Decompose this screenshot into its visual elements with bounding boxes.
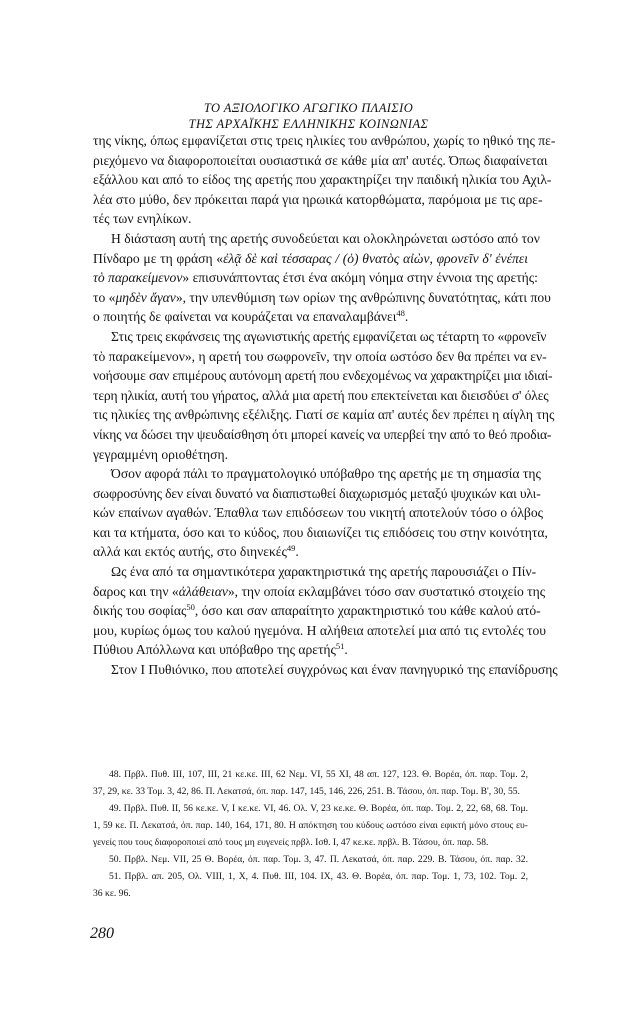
footnote-ref-48[interactable]: 48 [396, 308, 405, 319]
text-line: Ως ένα από τα σημαντικότερα χαρακτηριστικά της αρετής παρουσιάζει ο Πίν- [111, 564, 537, 580]
footnote-ref-50[interactable]: 50 [186, 602, 195, 613]
text-line: νοήσουμε σαν επιμέρους αυτόνομη αρετή που ενδεχομένως να χαρακτηρίζει μια ιδιαί- [93, 368, 553, 384]
text-line: το «μηδὲν ἄγαν», την υπενθύμιση των ορίων της ανθρώπινης δυνατότητας, κάτι που [93, 289, 551, 305]
text-line: και τα κτήματα, όσο και το κύδος, που διαιωνίζει τις επιδόσεις του στην κοινότητα, [93, 524, 548, 540]
greek-quote: τὸ παρακείμενον [93, 270, 183, 286]
text-line: Πύθιου Απόλλωνα και υπόβαθρο της αρετής$^{51}$. [93, 641, 348, 658]
page-number: 280 [90, 925, 114, 942]
text-line: τὸ παρακείμενον», η αρετή του σωφρονεῖν, την οποία ωστόσο δεν θα πρέπει να εν- [93, 348, 547, 364]
text-line: γεγραμμένη οριοθέτηση. [93, 446, 228, 462]
text-line: κών επαίνων αγαθών. Έπαθλα των επιδόσεων του νικητή αποτελούν τόσο ο όλβος [93, 505, 544, 521]
text-line: ριεχόμενο να διαφοροποιείται ουσιαστικά σε κάθε μία απ' αυτές. Όπως διαφαίνεται [93, 152, 548, 168]
greek-quote: ἀλάθειαν [178, 583, 228, 599]
text-line: δικής του σοφίας$^{50}$, όσο και σαν απαραίτητο χαρακτηριστικό του κάθε καλού ατό- [93, 602, 541, 619]
text-line: λέα στο μύθο, δεν πρόκειται παρά για ηρωικά κατορθώματα, παρόμοια με τις αρε- [93, 191, 543, 207]
header-line-2: ΤΗΣ ΑΡΧΑΪΚΗΣ ΕΛΛΗΝΙΚΗΣ ΚΟΙΝΩΝΙΑΣ [188, 117, 429, 131]
footnote-49: 49. Πρβλ. Πυθ. ΙΙ, 56 κε.κε. V, Ι κε.κε. VI, 46. Ολ. V, 23 κε.κε. Θ. Βορέα, όπ. παρ. Τομ. 2, 22, 68, 68. Τομ. [109, 803, 528, 814]
text-line: εξάλλου και από το είδος της αρετής που χαρακτηρίζει την παιδική ηλικία του Αχιλ- [93, 172, 552, 188]
footnote-51-cont: 36 κε. 96. [93, 888, 131, 899]
greek-quote: ἐλᾷ δὲ καὶ τέσσαρας / (ὁ) θνατὸς αἰὼν, φρονεῖν δ' ἐνέπει [223, 250, 528, 266]
footnote-49-cont: γενείς που τους διαφοροποιεί από τους μη ευγενείς πρβλ. Ισθ. Ι, 47 κε.κε. πρβλ. Β. Τάσου, όπ. παρ. 58. [93, 837, 489, 848]
text-line: τές των ενηλίκων. [93, 211, 192, 227]
footnote-ref-51[interactable]: 51 [335, 641, 345, 652]
footnote-49-cont: 1, 59 κε. Π. Λεκατσά, όπ. παρ. 140, 164, 171, 80. Η απόκτηση του κύδους ωστόσο είναι εφικτή μόνο στους ευ- [93, 820, 528, 831]
text-line: μου, κυρίως όμως του καλού ηγεμόνα. Η αλήθεια αποτελεί μια από τις εντολές του [93, 622, 547, 638]
greek-quote: μηδὲν ἄγαν [115, 289, 176, 305]
text-line: σωφροσύνης δεν είναι δυνατό να διαπιστωθεί διαχωρισμός μεταξύ ψυχικών και υλι- [93, 485, 541, 501]
text-line: τὸ παρακείμενον» επισυνάπτοντας έτσι ένα ακόμη νόημα στην έννοια της αρετής: [93, 270, 538, 286]
footnotes [93, 766, 528, 902]
text-line: τις ηλικίες της ανθρώπινης εξέλιξης. Γιατί σε καμία απ' αυτές δεν πρέπει η αίγλη της [93, 407, 555, 423]
text-line: Η διάσταση αυτή της αρετής συνοδεύεται και ολοκληρώνεται ωστόσο από τον [111, 230, 540, 246]
text-line: της νίκης, όπως εμφανίζεται στις τρεις ηλικίες του ανθρώπου, χωρίς το ηθικό της πε- [93, 133, 556, 148]
text-line: Στις τρεις εκφάνσεις της αγωνιστικής αρετής εμφανίζεται ως τέταρτη το «φρονεῖν [111, 328, 547, 344]
footnote-ref-49[interactable]: 49 [286, 543, 296, 554]
text-line: Όσον αφορά πάλι το πραγματολογικό υπόβαθρο της αρετής με τη σημασία της [111, 466, 541, 482]
text-line: Πίνδαρο με τη φράση «ἐλᾷ δὲ καὶ τέσσαρας / (ὁ) θνατὸς αἰὼν, φρονεῖν δ' ἐνέπει [93, 250, 528, 266]
footnote-48-cont: 37, 29, κε. 33 Τομ. 3, 42, 86. Π. Λεκατσά, όπ. παρ. 147, 145, 146, 226, 251. Β. Τάσου, όπ. παρ. Τομ. Β', 30, 55. [93, 786, 520, 797]
footnote-50: 50. Πρβλ. Νεμ. VII, 25 Θ. Βορέα, όπ. παρ. Τομ. 3, 47. Π. Λεκατσά, όπ. παρ. 229. Β. Τάσου, όπ. παρ. 32. [109, 854, 528, 865]
text-line: δαρος και την «ἀλάθειαν», την οποία εκλαμβάνει τόσο σαν συστατικό στοιχείο της [93, 583, 546, 599]
footnote-48: 48. Πρβλ. Πυθ. ΙΙΙ, 107, ΙΙΙ, 21 κε.κε. ΙΙΙ, 62 Νεμ. VI, 55 ΧΙ, 48 απ. 127, 123. Θ. Βορέα, όπ. παρ. Τομ. 2, [109, 769, 528, 780]
text-line: ο ποιητής δε φαίνεται να κουράζεται να επαναλαμβάνει$^{48}$. [93, 308, 409, 325]
body-text [93, 131, 558, 680]
footnote-51: 51. Πρβλ. απ. 205, Ολ. VIII, 1, Χ, 4. Πυθ. ΙΙΙ, 104. ΙΧ, 43. Θ. Βορέα, όπ. παρ. Τομ. 1, 73, 102. Τομ. 2, [109, 871, 528, 882]
text-line: Στον Ι Πυθιόνικο, που αποτελεί συγχρόνως και έναν πανηγυρικό της επανίδρυσης [111, 662, 558, 678]
header-line-1: ΤΟ ΑΞΙΟΛΟΓΙΚΟ ΑΓΩΓΙΚΟ ΠΛΑΙΣΙΟ [203, 101, 414, 115]
text-line: νίκης να δώσει την ψευδαίσθηση ότι μπορεί κανείς να υπερβεί την από το θεό προδια- [93, 426, 552, 442]
text-line: αλλά και εκτός αυτής, στο διηνεκές$^{49}$. [93, 543, 299, 560]
running-header [0, 100, 617, 132]
text-line: τερη ηλικία, αυτή του γήρατος, αλλά μια αρετή που επεκτείνεται και διεισδύει σ' όλες [93, 387, 549, 403]
